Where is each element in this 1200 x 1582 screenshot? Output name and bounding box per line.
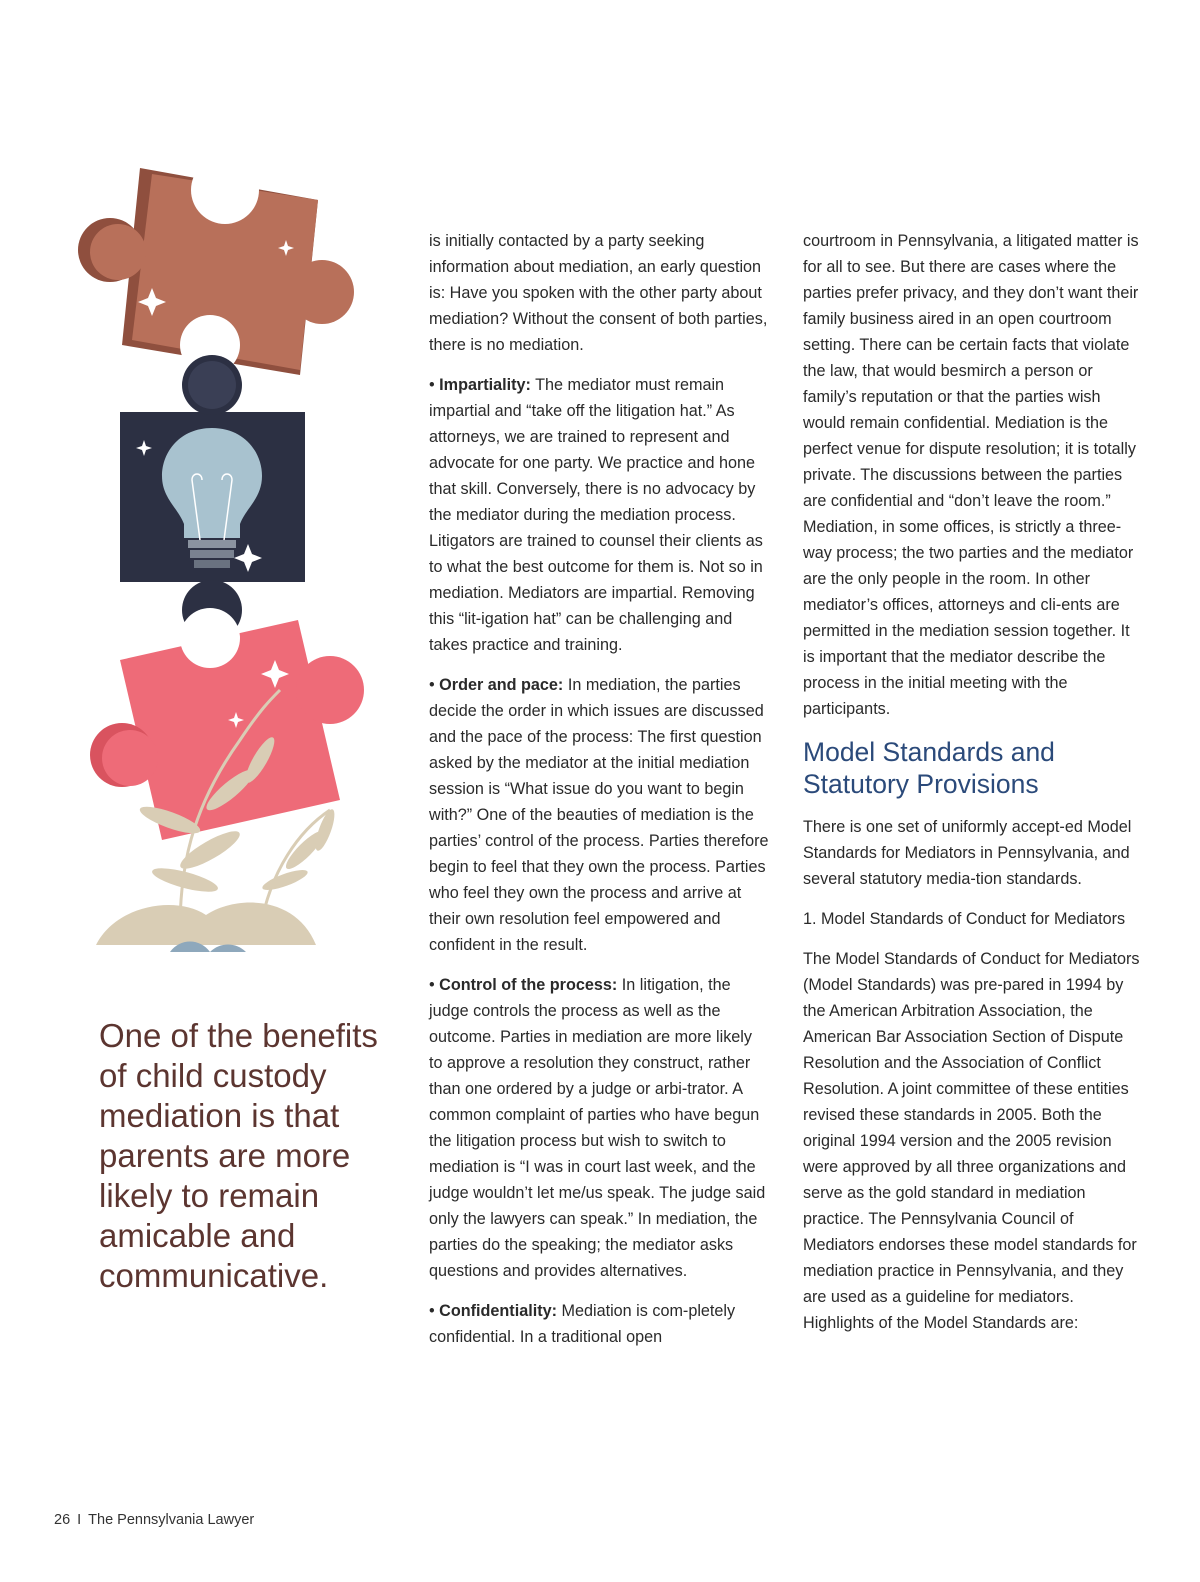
- bullet-lead: Order and pace:: [439, 676, 564, 694]
- standards-intro-paragraph: There is one set of uniformly accept-ed Model Standards for Mediators in Pennsylvania, and several statutory media-tion standards.: [803, 818, 1132, 888]
- bullet-text: Mediation is com-pletely confidential. In a traditional open: [429, 1302, 736, 1346]
- bullet-symbol: •: [429, 976, 435, 994]
- bullet-lead: Impartiality:: [439, 376, 531, 394]
- bullet-text: In mediation, the parties decide the order in which issues are discussed and the pace of the process: The first question asked by the mediator at the initial mediation session is “What issue do you want to begin with?” One of the beauties of mediation is the parties’ control of the process. Parties therefore begin to feel that they own the process. Parties who feel they own the process and arrive at their own resolution feel empowered and confident in the result.: [429, 676, 769, 954]
- list-number: 1.: [803, 910, 817, 928]
- bullet-text: In litigation, the judge controls the process as well as the outcome. Parties in mediation are more likely to approve a resolution they construct, rather than one ordered by a judge or arbi-trator. A common complaint of parties who have begun the litigation process but wish to switch to mediation is “I was in court last week, and the judge wouldn’t let me/us speak. The judge said only the lawyers can speak.” In mediation, the parties do the speaking; the mediator asks questions and provides alternatives.: [429, 976, 766, 1280]
- bullet-lead: Control of the process:: [439, 976, 618, 994]
- puzzle-piece-navy-lightbulb-icon: [120, 355, 305, 640]
- continuation-paragraph: courtroom in Pennsylvania, a litigated matter is for all to see. But there are cases where the parties prefer privacy, and they don’t want their family business aired in an open courtroom setting. There can be certain facts that violate the law, that would besmirch a person or family’s reputation or that the parties wish would remain confidential. Mediation is the perfect venue for dispute resolution; it is totally private. The discussions between the parties are confidential and “don’t leave the room.” Mediation, in some offices, is strictly a three-way process; the two parties and the mediator are the only people in the room. In other mediator’s offices, attorneys and cli-ents are permitted in the mediation session together. It is important that the mediator describe the process in the initial meeting with the participants.: [803, 232, 1139, 718]
- puzzle-illustration: [60, 160, 390, 960]
- intro-paragraph: is initially contacted by a party seeking information about mediation, an early question is: Have you spoken with the other party about mediation? Without the consent of both parties, there is no mediation.: [429, 232, 768, 354]
- model-standards-paragraph: The Model Standards of Conduct for Mediators (Model Standards) was pre-pared in 1994 by the American Arbitration Association, the American Bar Association Section of Dispute Resolution and the Association of Conflict Resolution. A joint committee of these entities revised these standards in 2005. Both the original 1994 version and the 2005 revision were approved by all three organizations and serve as the gold standard in mediation practice. The Pennsylvania Council of Mediators endorses these model standards for mediation practice in Pennsylvania, and they are used as a guideline for mediators. Highlights of the Model Standards are:: [803, 950, 1140, 1332]
- numbered-list-item: [803, 906, 1143, 932]
- publication-name: The Pennsylvania Lawyer: [88, 1512, 255, 1528]
- bullet-symbol: •: [429, 676, 435, 694]
- puzzle-piece-brown-icon: [78, 160, 354, 375]
- page-number: 26: [54, 1512, 71, 1528]
- page-folio: [54, 1512, 254, 1528]
- list-text: Model Standards of Conduct for Mediators: [821, 910, 1126, 928]
- bullet-impartiality: [429, 372, 769, 658]
- bullet-symbol: •: [429, 1302, 435, 1320]
- pull-quote: One of the benefits of child custody mediation is that parents are more likely to remain amicable and communicative.: [99, 1017, 378, 1294]
- folio-separator: I: [77, 1512, 82, 1528]
- puzzle-piece-pink-icon: [90, 608, 364, 840]
- bullet-control-of-process: [429, 972, 769, 1284]
- bullet-symbol: •: [429, 376, 435, 394]
- bullet-order-and-pace: [429, 672, 769, 958]
- bullet-lead: Confidentiality:: [439, 1302, 557, 1320]
- section-heading: Model Standards and Statutory Provisions: [803, 737, 1055, 799]
- bullet-text: The mediator must remain impartial and “take off the litigation hat.” As attorneys, we are trained to represent and advocate for one party. We practice and hone that skill. Conversely, there is no advocacy by the mediator during the mediation process. Litigators are trained to counsel their clients as to what the best outcome for them is. Not so in mediation. Mediators are impartial. Removing this “lit-igation hat” can be challenging and takes practice and training.: [429, 376, 763, 654]
- bullet-confidentiality: [429, 1298, 769, 1350]
- right-column: [803, 228, 1143, 1350]
- middle-column: [429, 228, 769, 1364]
